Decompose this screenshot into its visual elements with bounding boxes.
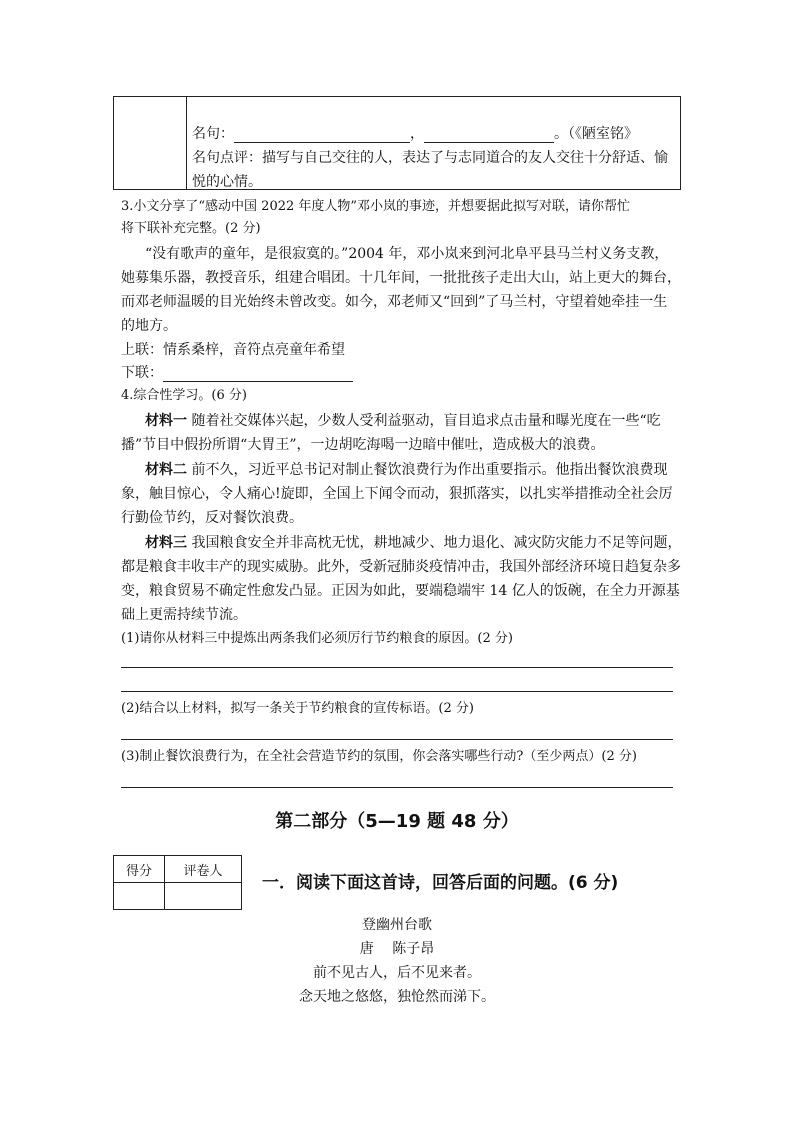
material-3-line-1 [145, 534, 681, 552]
quote-blank-1[interactable] [234, 127, 410, 143]
answer-line-3[interactable] [121, 787, 673, 788]
score-label: 得分 [114, 856, 165, 883]
q3-paragraph-line-3: 而邓老师温暖的目光始终未曾改变。如今，邓老师又“回到”了马兰村，守望着她牵挂一生 [121, 294, 668, 310]
answer-line-1b[interactable] [121, 691, 673, 692]
material-3-line-2: 都是粮食丰收丰产的现实威胁。此外，受新冠肺炎疫情冲击，我国外部经济环境日趋复杂多 [121, 559, 681, 575]
answer-line-2[interactable] [121, 739, 673, 740]
section-1-title: 一．阅读下面这首诗，回答后面的问题。(6 分) [262, 873, 619, 893]
poem-line-1: 前不见古人，后不见来者。 [313, 965, 481, 981]
score-table [113, 855, 242, 910]
material-2-text-1: 前不久，习近平总书记对制止餐饮浪费行为作出重要指示。他指出餐饮浪费现 [187, 462, 668, 478]
material-1-line-1 [145, 412, 661, 430]
couplet-upper: 上联：情系桑梓，音符点亮童年希望 [121, 342, 345, 358]
q3-paragraph-line-4: 的地方。 [121, 318, 177, 334]
q3-title-line-2: 将下联补充完整。(2 分) [121, 221, 261, 236]
q4-sub-question-1: (1)请你从材料三中提炼出两条我们必须厉行节约粮食的原因。(2 分) [121, 631, 513, 646]
couplet-lower-line [121, 364, 353, 382]
q3-title-line-1: 3.小文分享了“感动中国 2022 年度人物”邓小岚的事迹，并想要据此拟写对联，请你帮忙 [121, 199, 631, 214]
grader-label: 评卷人 [165, 856, 242, 883]
material-2-line-2: 象，触目惊心，令人痛心!旋即，全国上下闻令而动，狠抓落实，以扎实举措推动全社会厉 [121, 486, 673, 502]
material-2-line-1 [145, 461, 667, 479]
material-2-label: 材料二 [145, 462, 187, 478]
couplet-lower-blank[interactable] [163, 366, 353, 382]
quote-blank-2[interactable] [424, 127, 554, 143]
score-cell[interactable] [114, 883, 165, 910]
poem-title: 登幽州台歌 [362, 917, 432, 933]
material-1-text-1: 随着社交媒体兴起，少数人受利益驱动，盲目追求点击量和曝光度在一些“吃 [187, 413, 661, 429]
material-1-label: 材料一 [145, 413, 187, 429]
quote-comment-line-1: 名句点评：描写与自己交往的人，表达了与志同道合的友人交往十分舒适、愉 [192, 150, 668, 166]
quote-label: 名句： [192, 126, 234, 142]
material-3-text-1: 我国粮食安全并非高枕无忧，耕地减少、地力退化、减灾防灾能力不足等问题， [187, 535, 682, 551]
couplet-lower-label: 下联： [121, 365, 163, 381]
part-2-heading: 第二部分（5—19 题 48 分） [275, 811, 519, 832]
famous-quote-line [192, 125, 638, 143]
answer-line-1a[interactable] [121, 667, 673, 668]
material-2-line-3: 行勤俭节约，反对餐饮浪费。 [121, 510, 303, 526]
quote-comment-line-2: 悦的心情。 [192, 174, 262, 190]
q4-title: 4.综合性学习。(6 分) [121, 388, 247, 403]
poem-line-2: 念天地之悠悠，独怆然而涕下。 [299, 989, 495, 1005]
quote-comma: ， [410, 126, 424, 142]
q4-sub-question-3: (3)制止餐饮浪费行为，在全社会营造节约的氛围，你会落实哪些行动?（至少两点）(2 分) [121, 749, 637, 764]
material-1-line-2: 播”节目中假扮所谓“大胃王”，一边胡吃海喝一边暗中催吐，造成极大的浪费。 [121, 437, 605, 453]
material-3-label: 材料三 [145, 535, 187, 551]
q3-paragraph-line-1: “没有歌声的童年，是很寂寞的。”2004 年，邓小岚来到河北阜平县马兰村义务支教， [145, 246, 669, 262]
poem-author: 唐 陈子昂 [359, 941, 435, 957]
quote-source: 。（《陋室铭》 [554, 126, 638, 142]
top-box-divider [186, 96, 187, 189]
grader-cell[interactable] [165, 883, 242, 910]
q3-paragraph-line-2: 她募集乐器，教授音乐，组建合唱团。十几年间，一批批孩子走出大山，站上更大的舞台， [121, 270, 681, 286]
material-3-line-4: 础上更需持续节流。 [121, 607, 247, 623]
material-3-line-3: 变，粮食贸易不确定性愈发凸显。正因为如此，要端稳端牢 14 亿人的饭碗，在全力开源基 [121, 583, 680, 599]
q4-sub-question-2: (2)结合以上材料，拟写一条关于节约粮食的宣传标语。(2 分) [121, 701, 474, 716]
